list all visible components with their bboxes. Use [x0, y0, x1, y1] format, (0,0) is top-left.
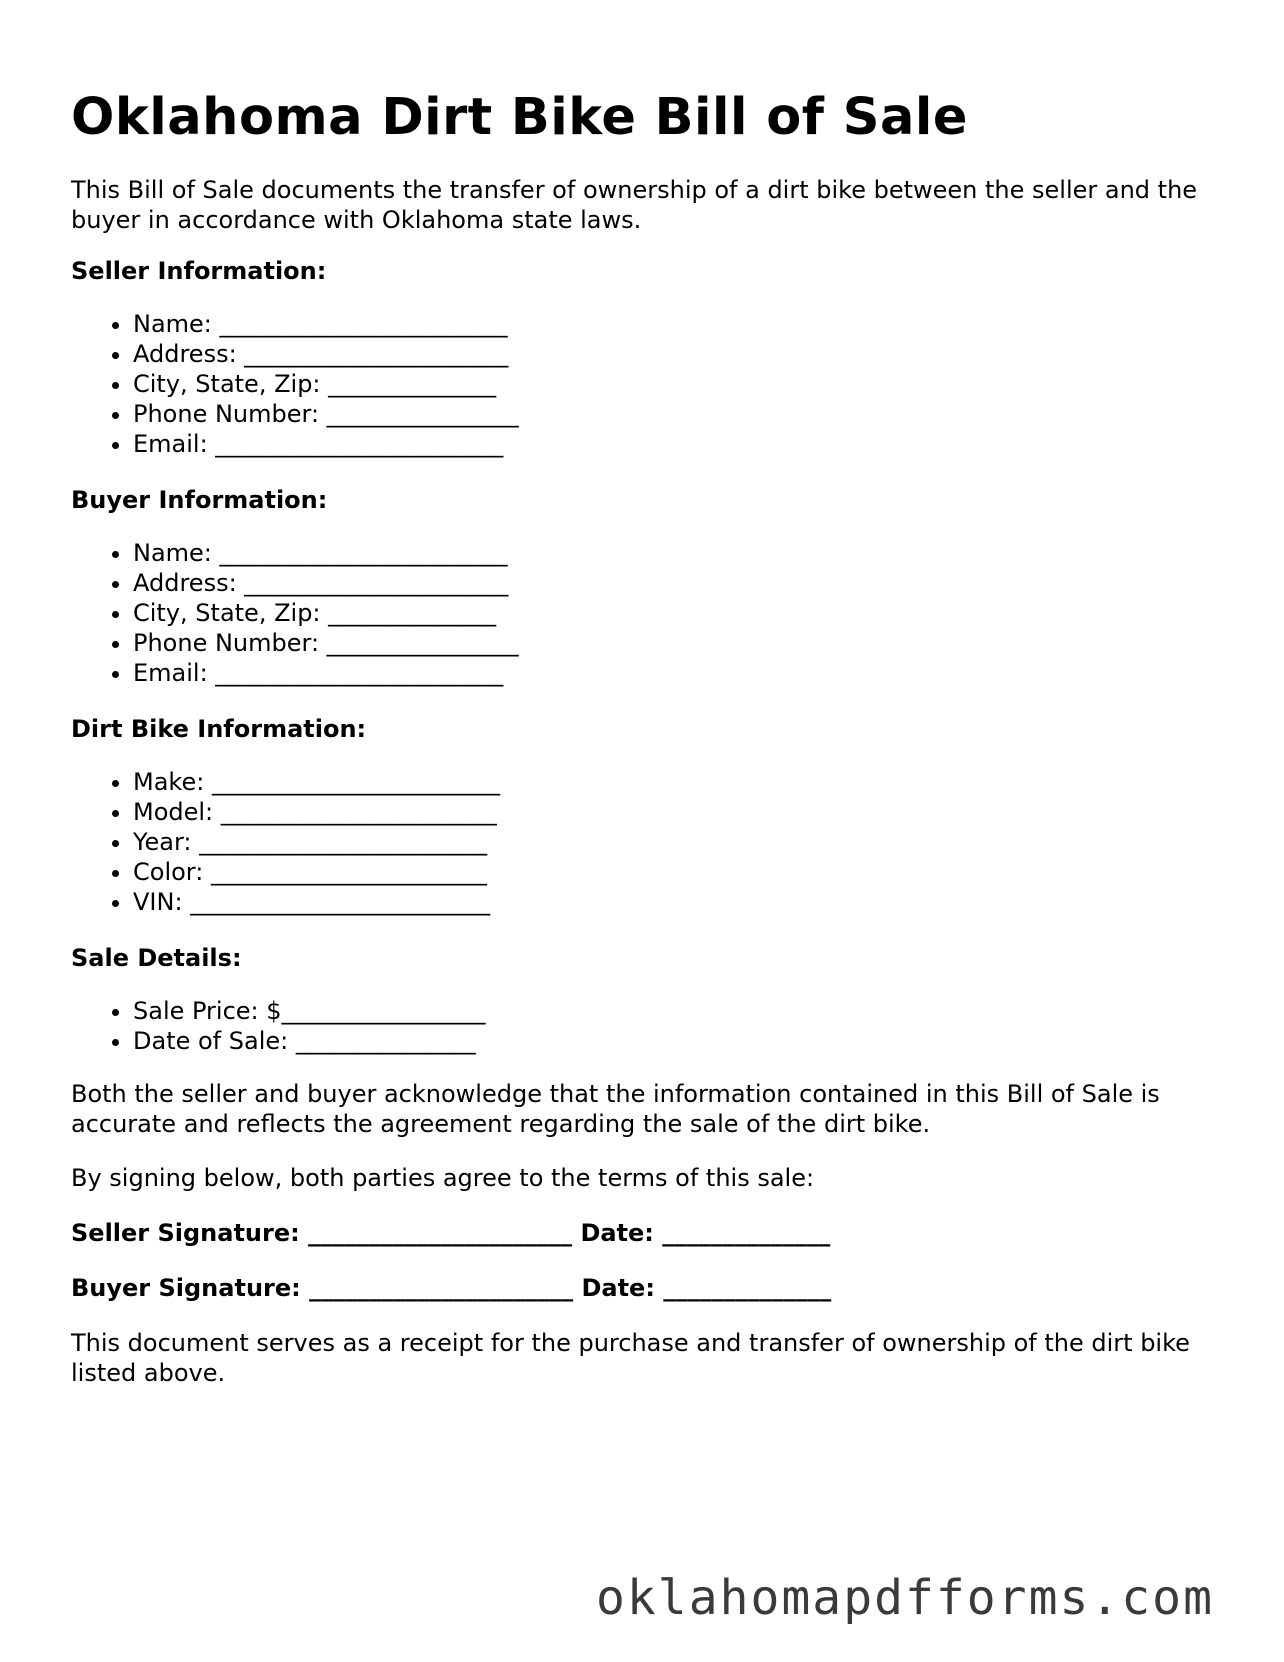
seller-signature-line[interactable]: Seller Signature: ______________________ Date: ______________ — [71, 1219, 831, 1247]
intro-paragraph: This Bill of Sale documents the transfer of ownership of a dirt bike between the seller and the buyer in accordance with Oklahoma state laws. — [71, 176, 1198, 234]
seller-email-field[interactable]: • Email: ________________________ — [133, 429, 519, 459]
document-title: Oklahoma Dirt Bike Bill of Sale — [71, 88, 968, 147]
bike-vin-field[interactable]: • VIN: _________________________ — [133, 887, 500, 917]
seller-section-heading: Seller Information: — [71, 257, 327, 285]
buyer-fields-list — [71, 538, 519, 688]
buyer-email-field[interactable]: • Email: ________________________ — [133, 658, 519, 688]
bike-section-heading: Dirt Bike Information: — [71, 715, 367, 743]
sale-price-field[interactable]: • Sale Price: $_________________ — [133, 996, 486, 1026]
sale-section-heading: Sale Details: — [71, 944, 242, 972]
buyer-address-field[interactable]: • Address: ______________________ — [133, 568, 519, 598]
seller-city-state-zip-field[interactable]: • City, State, Zip: ______________ — [133, 369, 519, 399]
bike-year-field[interactable]: • Year: ________________________ — [133, 827, 500, 857]
signing-intro-paragraph: By signing below, both parties agree to the terms of this sale: — [71, 1164, 815, 1192]
buyer-signature-line[interactable]: Buyer Signature: ______________________ Date: ______________ — [71, 1274, 832, 1302]
seller-phone-field[interactable]: • Phone Number: ________________ — [133, 399, 519, 429]
buyer-name-field[interactable]: • Name: ________________________ — [133, 538, 519, 568]
sale-date-field[interactable]: • Date of Sale: _______________ — [133, 1026, 486, 1056]
site-watermark: oklahomapdfforms.com — [596, 1570, 1214, 1626]
bike-fields-list — [71, 767, 500, 917]
seller-address-field[interactable]: • Address: ______________________ — [133, 339, 519, 369]
bike-color-field[interactable]: • Color: _______________________ — [133, 857, 500, 887]
seller-name-field[interactable]: • Name: ________________________ — [133, 309, 519, 339]
closing-paragraph: This document serves as a receipt for the purchase and transfer of ownership of the dirt bike listed above. — [71, 1329, 1190, 1387]
bike-make-field[interactable]: • Make: ________________________ — [133, 767, 500, 797]
bike-model-field[interactable]: • Model: _______________________ — [133, 797, 500, 827]
seller-fields-list — [71, 309, 519, 459]
buyer-phone-field[interactable]: • Phone Number: ________________ — [133, 628, 519, 658]
buyer-city-state-zip-field[interactable]: • City, State, Zip: ______________ — [133, 598, 519, 628]
acknowledgement-paragraph: Both the seller and buyer acknowledge that the information contained in this Bill of Sale is accurate and reflects the agreement regarding the sale of the dirt bike. — [71, 1080, 1160, 1138]
sale-fields-list — [71, 996, 486, 1056]
buyer-section-heading: Buyer Information: — [71, 486, 328, 514]
